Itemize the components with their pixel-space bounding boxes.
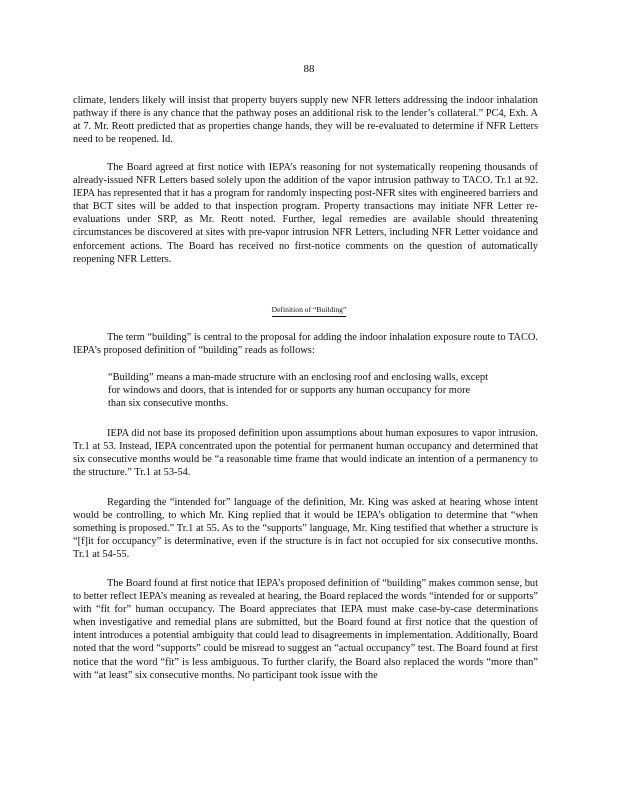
block-quote: “Building” means a man-made structure with an enclosing roof and enclosing walls, except for windows and doors, that is intended for or supports any human occupancy for more than six consecutive months. (108, 372, 489, 410)
paragraph-1: climate, lenders likely will insist that property buyers supply new NFR letters addressing the indoor inhalation pathway if there is any chance that the pathway poses an additional risk to the lender’s collateral.” PC4, Exh. A at 7. Mr. Reott predicted that as properties change hands, they will be re-evaluated to determine if NFR Letters need to be reopened. Id. (73, 95, 538, 146)
paragraph-6: The Board found at first notice that IEPA’s proposed definition of “building” makes common sense, but to better reflect IEPA’s meaning as revealed at hearing, the Board replaced the words “intended for or supports” with “fit for” human occupancy. The Board appreciates that IEPA must make case-by-case determinations when investigative and remedial plans are submitted, but the Board found at first notice that the question of intent introduces a potential ambiguity that could lead to disagreements in implementation. Additionally, Board noted that the word “supports” could be misread to suggest an “actual occupancy” test. The Board found at first notice that the word “fit” is less ambiguous. To further clarify, the Board also replaced the words “more than” with “at least” six consecutive months. No participant took issue with the (73, 578, 538, 681)
paragraph-2: The Board agreed at first notice with IEPA’s reasoning for not systematically reopening thousands of already-issued NFR Letters based solely upon the addition of the vapor intrusion pathway to TACO. Tr.1 at 92. IEPA has represented that it has a program for randomly inspecting post-NFR sites with engineered barriers and that BCT sites will be added to that inspection program. Property transactions may initiate NFR Letter re-evaluations under SRP, as Mr. Reott noted. Further, legal remedies are available should threatening circumstances be discovered at sites with pre-vapor intrusion NFR Letters, including NFR Letter voidance and enforcement actions. The Board has received no first-notice comments on the question of automatically reopening NFR Letters. (73, 162, 538, 265)
section-heading-text: Definition of “Building” (272, 305, 347, 317)
paragraph-4: IEPA did not base its proposed definition upon assumptions about human exposures to vapor intrusion. Tr.1 at 53. Instead, IEPA concentrated upon the potential for permanent human occupancy and determined that six consecutive months would be “a reasonable time frame that would indicate an intention of a permanency to the structure.” Tr.1 at 53-54. (73, 428, 538, 479)
page-number: 88 (303, 63, 315, 75)
paragraph-3: The term “building” is central to the proposal for adding the indoor inhalation exposure route to TACO. IEPA’s proposed definition of “building” reads as follows: (73, 332, 538, 357)
section-heading (0, 305, 618, 317)
paragraph-5: Regarding the “intended for” language of the definition, Mr. King was asked at hearing whose intent would be controlling, to which Mr. King replied that it would be IEPA’s obligation to determine that “when something is proposed.” Tr.1 at 55. As to the “supports” language, Mr. King testified that whether a structure is “[f]it for occupancy” is determinative, even if the structure is in fact not occupied for six consecutive months. Tr.1 at 54-55. (73, 497, 538, 561)
